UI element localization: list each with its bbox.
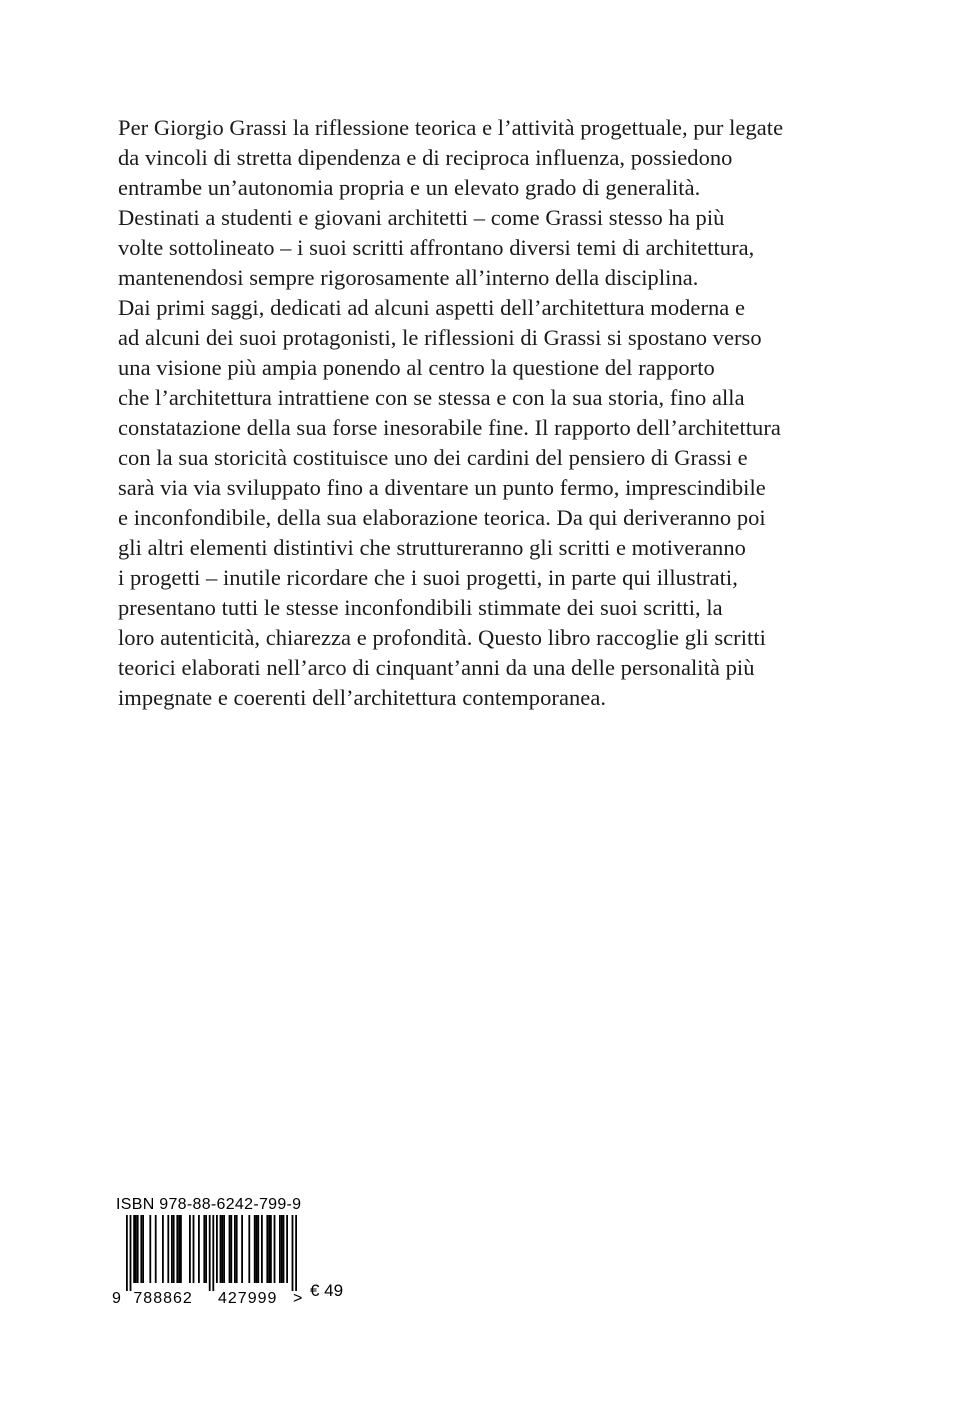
back-cover-blurb [118, 113, 858, 713]
barcode-icon [112, 1215, 312, 1307]
blurb-line: da vincoli di stretta dipendenza e di reciproca influenza, possiedono [118, 145, 733, 170]
barcode-bar [209, 1215, 211, 1291]
barcode-bar [230, 1215, 232, 1283]
barcode-quiet-marker: > [293, 1290, 303, 1307]
barcode-bar [216, 1215, 218, 1283]
barcode-bar [256, 1215, 258, 1283]
barcode-bar [268, 1215, 270, 1283]
barcode-bar [167, 1215, 169, 1283]
barcode-bar [241, 1215, 243, 1283]
barcode-bar [236, 1215, 238, 1283]
barcode-bar [229, 1215, 231, 1283]
isbn-label: ISBN 978-88-6242-799-9 [116, 1196, 302, 1213]
blurb-line: loro autenticità, chiarezza e profondità. Questo libro raccoglie gli scritti [118, 625, 766, 650]
barcode-bar [133, 1215, 135, 1283]
barcode-bar [295, 1215, 297, 1291]
blurb-line: presentano tutti le stesse inconfondibili stimmate dei suoi scritti, la [118, 595, 723, 620]
barcode-bar [142, 1215, 144, 1283]
barcode-bar [140, 1215, 142, 1283]
blurb-line: volte sottolineato – i suoi scritti affrontano diversi temi di architettura, [118, 235, 755, 260]
barcode-bar [281, 1215, 283, 1283]
barcode-bar [171, 1215, 173, 1283]
blurb-line: entrambe un’autonomia propria e un elevato grado di generalità. [118, 175, 701, 200]
barcode-bar [221, 1215, 223, 1283]
blurb-line: gli altri elementi distintivi che struttureranno gli scritti e motiveranno [118, 535, 746, 560]
barcode-bar [178, 1215, 180, 1283]
isbn-barcode-block [112, 1196, 372, 1311]
barcode-digit-first: 9 [112, 1290, 121, 1307]
blurb-line: i progetti – inutile ricordare che i suoi progetti, in parte qui illustrati, [118, 565, 738, 590]
blurb-line: constatazione della sua forse inesorabile fine. Il rapporto dell’architettura [118, 415, 781, 440]
barcode-bar [162, 1215, 164, 1283]
barcode-bar [137, 1215, 139, 1283]
barcode-bar [212, 1215, 214, 1291]
barcode-bar [248, 1215, 250, 1283]
barcode-bar [205, 1215, 207, 1283]
barcode-bar [292, 1215, 294, 1291]
barcode-bar [286, 1215, 288, 1283]
barcode-bar [254, 1215, 256, 1283]
blurb-line: impegnate e coerenti dell’architettura contemporanea. [118, 685, 607, 710]
barcode-bar [176, 1215, 178, 1283]
barcode-bar [126, 1215, 128, 1291]
blurb-line: ad alcuni dei suoi protagonisti, le riflessioni di Grassi si spostano verso [118, 325, 762, 350]
blurb-line: Per Giorgio Grassi la riflessione teorica e l’attività progettuale, pur legate [118, 115, 784, 140]
barcode-bar [234, 1215, 236, 1283]
barcode-bar [203, 1215, 205, 1283]
barcode-digits-right: 427999 [218, 1290, 278, 1307]
barcode-bar [130, 1215, 132, 1291]
barcode-bar [189, 1215, 191, 1283]
barcode-digits-left: 788862 [133, 1290, 193, 1307]
blurb-line: sarà via via sviluppato fino a diventare un punto fermo, imprescindibile [118, 475, 766, 500]
barcode-bar [279, 1215, 281, 1283]
barcode-bar [173, 1215, 175, 1283]
blurb-line: con la sua storicità costituisce uno dei cardini del pensiero di Grassi e [118, 445, 748, 470]
blurb-line: mantenendosi sempre rigorosamente all’interno della disciplina. [118, 265, 699, 290]
blurb-line: e inconfondibile, della sua elaborazione teorica. Da qui deriveranno poi [118, 505, 766, 530]
barcode-bar [283, 1215, 285, 1283]
barcode-bar [261, 1215, 263, 1283]
barcode-bar [135, 1215, 137, 1283]
blurb-line: che l’architettura intrattiene con se stessa e con la sua storia, fino alla [118, 385, 745, 410]
blurb-line: Dai primi saggi, dedicati ad alcuni aspetti dell’architettura moderna e [118, 295, 746, 320]
blurb-line: Destinati a studenti e giovani architetti – come Grassi stesso ha più [118, 205, 725, 230]
barcode-bar [270, 1215, 272, 1283]
barcode-bar [266, 1215, 268, 1283]
blurb-line: teorici elaborati nell’arco di cinquant’anni da una delle personalità più [118, 655, 755, 680]
barcode-bar [149, 1215, 151, 1283]
barcode-bar [220, 1215, 222, 1283]
barcode-bar [180, 1215, 182, 1283]
barcode-bar [155, 1215, 157, 1283]
barcode-bar [257, 1215, 259, 1283]
price-label: € 49 [310, 1281, 344, 1300]
barcode-bars [126, 1215, 297, 1291]
barcode-bar [274, 1215, 276, 1283]
barcode-bar [198, 1215, 200, 1283]
blurb-line: una visione più ampia ponendo al centro la questione del rapporto [118, 355, 715, 380]
barcode-bar [223, 1215, 225, 1283]
barcode-bar [193, 1215, 195, 1283]
